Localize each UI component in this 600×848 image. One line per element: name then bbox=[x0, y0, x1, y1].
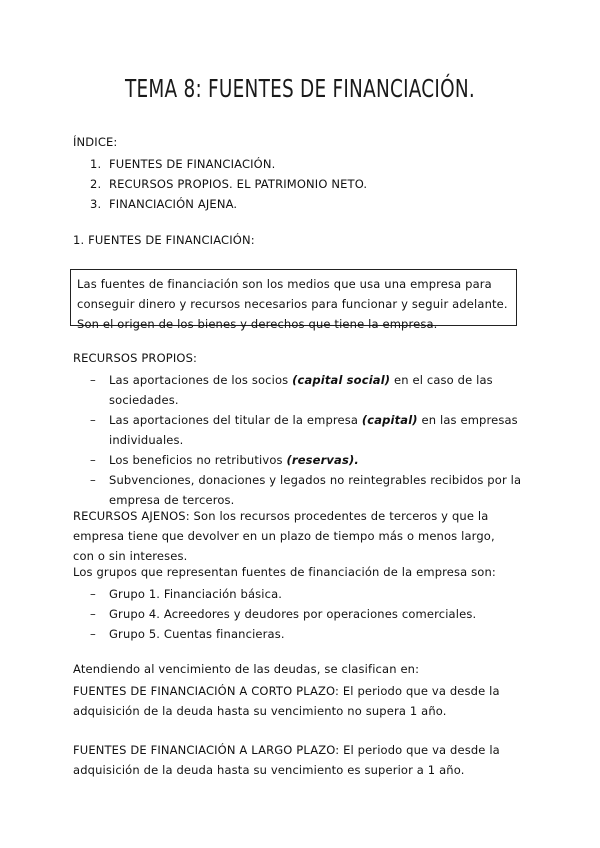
toc-item bbox=[90, 154, 367, 174]
dash-bullet: – bbox=[90, 373, 96, 387]
toc-item-number: 1. bbox=[90, 157, 102, 171]
dash-bullet: – bbox=[90, 587, 96, 601]
list-item: – Los beneficios no retributivos (reservas). bbox=[90, 450, 530, 470]
index-heading: ÍNDICE: bbox=[73, 135, 118, 149]
definition-box: Las fuentes de financiación son los medios que usa una empresa para conseguir dinero y recursos necesarios para funcionar y seguir adelante. Son el origen de los bienes y derechos que tiene la empresa. bbox=[70, 269, 517, 326]
list-item: – Las aportaciones de los socios (capital social) en el caso de las sociedades. bbox=[90, 370, 530, 410]
toc-item bbox=[90, 194, 367, 214]
list-item: – Las aportaciones del titular de la empresa (capital) en las empresas individuales. bbox=[90, 410, 530, 450]
dash-bullet: – bbox=[90, 453, 96, 467]
toc-item-number: 3. bbox=[90, 197, 102, 211]
list-item: – Subvenciones, donaciones y legados no reintegrables recibidos por la empresa de terceros. bbox=[90, 470, 530, 510]
dash-bullet: – bbox=[90, 413, 96, 427]
toc-item-text: RECURSOS PROPIOS. EL PATRIMONIO NETO. bbox=[109, 177, 368, 191]
dash-bullet: – bbox=[90, 473, 96, 487]
dash-bullet: – bbox=[90, 607, 96, 621]
recursos-propios-list bbox=[90, 370, 530, 510]
emphasis-text: (capital social) bbox=[292, 373, 391, 387]
toc-item-number: 2. bbox=[90, 177, 102, 191]
vencimiento-intro: Atendiendo al vencimiento de las deudas, se clasifican en: bbox=[73, 662, 420, 676]
list-item: – Grupo 1. Financiación básica. bbox=[90, 584, 530, 604]
toc-item-text: FUENTES DE FINANCIACIÓN. bbox=[109, 157, 276, 171]
list-item: – Grupo 4. Acreedores y deudores por operaciones comerciales. bbox=[90, 604, 530, 624]
emphasis-text: (reservas). bbox=[286, 453, 359, 467]
list-item: – Grupo 5. Cuentas financieras. bbox=[90, 624, 530, 644]
page-title: TEMA 8: FUENTES DE FINANCIACIÓN. bbox=[124, 74, 476, 103]
largo-plazo-paragraph: FUENTES DE FINANCIACIÓN A LARGO PLAZO: El periodo que va desde la adquisición de la deuda hasta su vencimiento es superior a 1 año. bbox=[73, 743, 500, 777]
table-of-contents bbox=[90, 154, 367, 214]
grupos-intro: Los grupos que representan fuentes de financiación de la empresa son: bbox=[73, 565, 496, 579]
toc-item-text: FINANCIACIÓN AJENA. bbox=[109, 197, 238, 211]
recursos-ajenos-paragraph: RECURSOS AJENOS: Son los recursos procedentes de terceros y que la empresa tiene que devolver en un plazo de tiempo más o menos largo, con o sin intereses. bbox=[73, 509, 495, 563]
grupos-list bbox=[90, 584, 530, 644]
section-heading: 1. FUENTES DE FINANCIACIÓN: bbox=[73, 233, 255, 247]
corto-plazo-paragraph: FUENTES DE FINANCIACIÓN A CORTO PLAZO: El periodo que va desde la adquisición de la deuda hasta su vencimiento no supera 1 año. bbox=[73, 684, 500, 718]
recursos-propios-heading: RECURSOS PROPIOS: bbox=[73, 351, 198, 365]
emphasis-text: (capital) bbox=[361, 413, 418, 427]
dash-bullet: – bbox=[90, 627, 96, 641]
toc-item bbox=[90, 174, 367, 194]
